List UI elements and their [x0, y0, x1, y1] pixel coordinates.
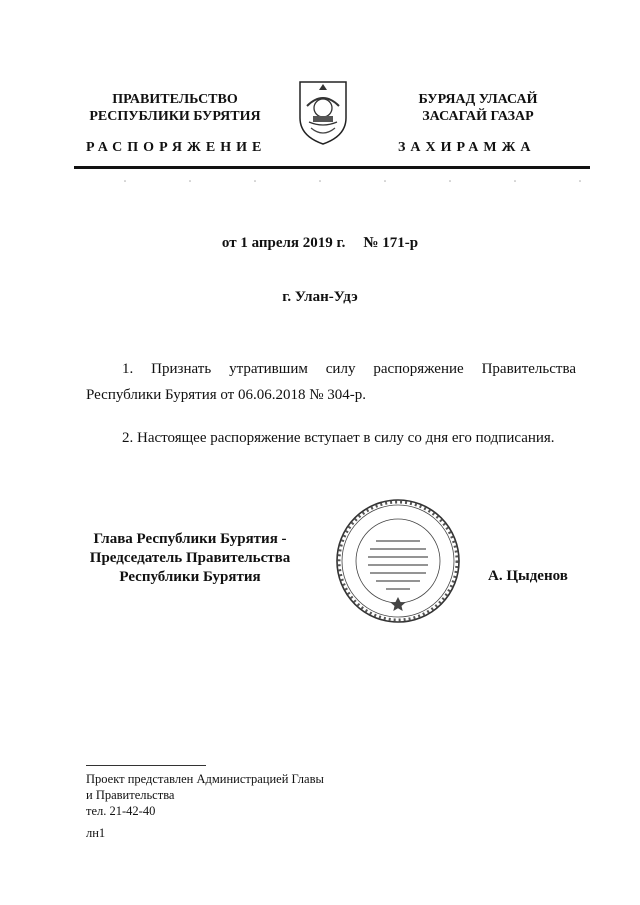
document-city: г. Улан-Удэ	[282, 289, 358, 305]
signatory-title-line1: Глава Республики Бурятия -	[93, 531, 287, 547]
footer-initials: лн1	[86, 826, 106, 840]
signatory-title	[70, 530, 310, 587]
header-right-line1: БУРЯАД УЛАСАЙ	[418, 92, 538, 107]
footer-phone: тел. 21-42-40	[86, 804, 156, 818]
header-right	[372, 91, 584, 125]
official-seal-icon	[334, 497, 462, 625]
republic-emblem-icon	[297, 78, 349, 146]
signatory-title-line2: Председатель Правительства	[89, 550, 291, 566]
header-dotted-line	[120, 172, 590, 180]
signatory-name: А. Цыденов	[488, 568, 568, 584]
paragraph-1: 1. Признать утратившим силу распоряжение Правительства Республики Бурятия от 06.06.2018 № 304-р.	[86, 361, 576, 403]
header-left-line1: ПРАВИТЕЛЬСТВО	[112, 92, 238, 107]
document-number: № 171-р	[363, 235, 419, 251]
header-rule	[74, 166, 590, 169]
header-right-line2: ЗАСАГАЙ ГАЗАР	[422, 109, 534, 124]
header-left	[70, 91, 280, 125]
footer-rule	[86, 765, 206, 766]
footer-line-2: и Правительства	[86, 788, 175, 802]
date-number-line	[0, 235, 640, 252]
paragraph-2: 2. Настоящее распоряжение вступает в силу со дня его подписания.	[122, 430, 555, 446]
header-left-line2: РЕСПУБЛИКИ БУРЯТИЯ	[89, 109, 261, 124]
doc-type-right: ЗАХИРАМЖА	[398, 140, 536, 155]
footer-line-1: Проект представлен Администрацией Главы	[86, 772, 324, 786]
doc-type-left: РАСПОРЯЖЕНИЕ	[86, 140, 267, 155]
signatory-title-line3: Республики Бурятия	[119, 569, 261, 585]
document-date: от 1 апреля 2019 г.	[221, 235, 346, 251]
